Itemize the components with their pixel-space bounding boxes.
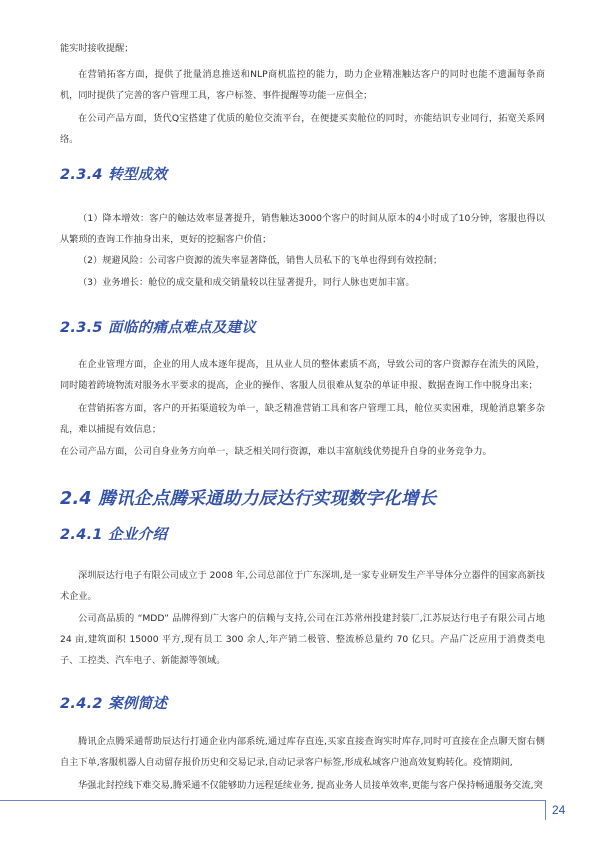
paragraph: 腾讯企点腾采通帮助辰达行打通企业内部系统,通过库存直连,买家直接查询实时库存,同时可直接在企点聊天窗右侧自主下单,客服机器人自动留存报价历史和交易记录,自动记录客户标签,形成私域客户池高效复购转化。疫情期间,: [60, 736, 545, 768]
paragraph: 能实时接收提醒；: [60, 43, 134, 54]
section-heading-2-3-5: 2.3.5 面临的痛点难点及建议: [60, 320, 257, 336]
footer-rule: [0, 800, 545, 801]
page-number: 24: [552, 803, 566, 817]
paragraph: 在公司产品方面，公司自身业务方向单一，缺乏相关同行资源，难以丰富航线优势提升自身的业务竞争力。: [60, 446, 492, 457]
paragraph: 在营销拓客方面，客户的开拓渠道较为单一，缺乏精准营销工具和客户管理工具，舱位买卖困难，现舱消息繁多杂乱，难以捕捉有效信息；: [60, 403, 545, 435]
paragraph: 在公司产品方面，货代Q宝搭建了优质的舱位交流平台，在便捷买卖舱位的同时，亦能结识专业同行，拓宽关系网络。: [60, 113, 545, 145]
paragraph: （2）规避风险：公司客户资源的流失率显著降低，销售人员私下的飞单也得到有效控制；: [78, 255, 443, 266]
paragraph: 深圳辰达行电子有限公司成立于 2008 年,公司总部位于广东深圳,是一家专业研发生产半导体分立器件的国家高新技术企业。: [60, 570, 545, 602]
paragraph: 在企业管理方面，企业的用人成本逐年提高，且从业人员的整体素质不高，导致公司的客户资源存在流失的风险，同时随着跨境物流对服务水平要求的提高，企业的操作、客服人员很难从复杂的单证申报、数据查询工作中脱身出来；: [60, 359, 545, 391]
section-heading-2-4-1: 2.4.1 企业介绍: [60, 527, 168, 543]
paragraph: （1）降本增效：客户的触达效率显著提升，销售触达3000个客户的时间从原本的4小时成了10分钟，客服也得以从繁琐的查询工作抽身出来，更好的挖掘客户价值；: [60, 213, 545, 245]
paragraph: 华强北封控线下难交易,腾采通不仅能够助力远程延续业务, 提高业务人员接单效率,更能与客户保持畅通服务交流,突: [78, 780, 543, 791]
paragraph: （3）业务增长：舱位的成交量和成交销量较以往显著提升，同行人脉也更加丰富。: [78, 277, 415, 288]
footer-divider: [545, 800, 546, 820]
paragraph: 在营销拓客方面，提供了批量消息推送和NLP商机监控的能力，助力企业精准触达客户的同时也能不遗漏每条商机，同时提供了完善的客户管理工具，客户标签、事件提醒等功能一应俱全；: [60, 69, 545, 101]
chapter-heading-2-4: 2.4 腾讯企点腾采通助力辰达行实现数字化增长: [60, 489, 437, 509]
paragraph: 公司高品质的 “MDD” 品牌得到广大客户的信赖与支持,公司在江苏常州投建封装厂,江苏辰达行电子有限公司占地 24 亩,建筑面积 15000 平方,现有员工 300 余人,年产销二极管、整流桥总量约 70 亿只。产品广泛应用于消费类电子、工控类、汽车电子、新能源等领域。: [60, 613, 545, 666]
section-heading-2-4-2: 2.4.2 案例简述: [60, 696, 168, 712]
section-heading-2-3-4: 2.3.4 转型成效: [60, 167, 168, 183]
